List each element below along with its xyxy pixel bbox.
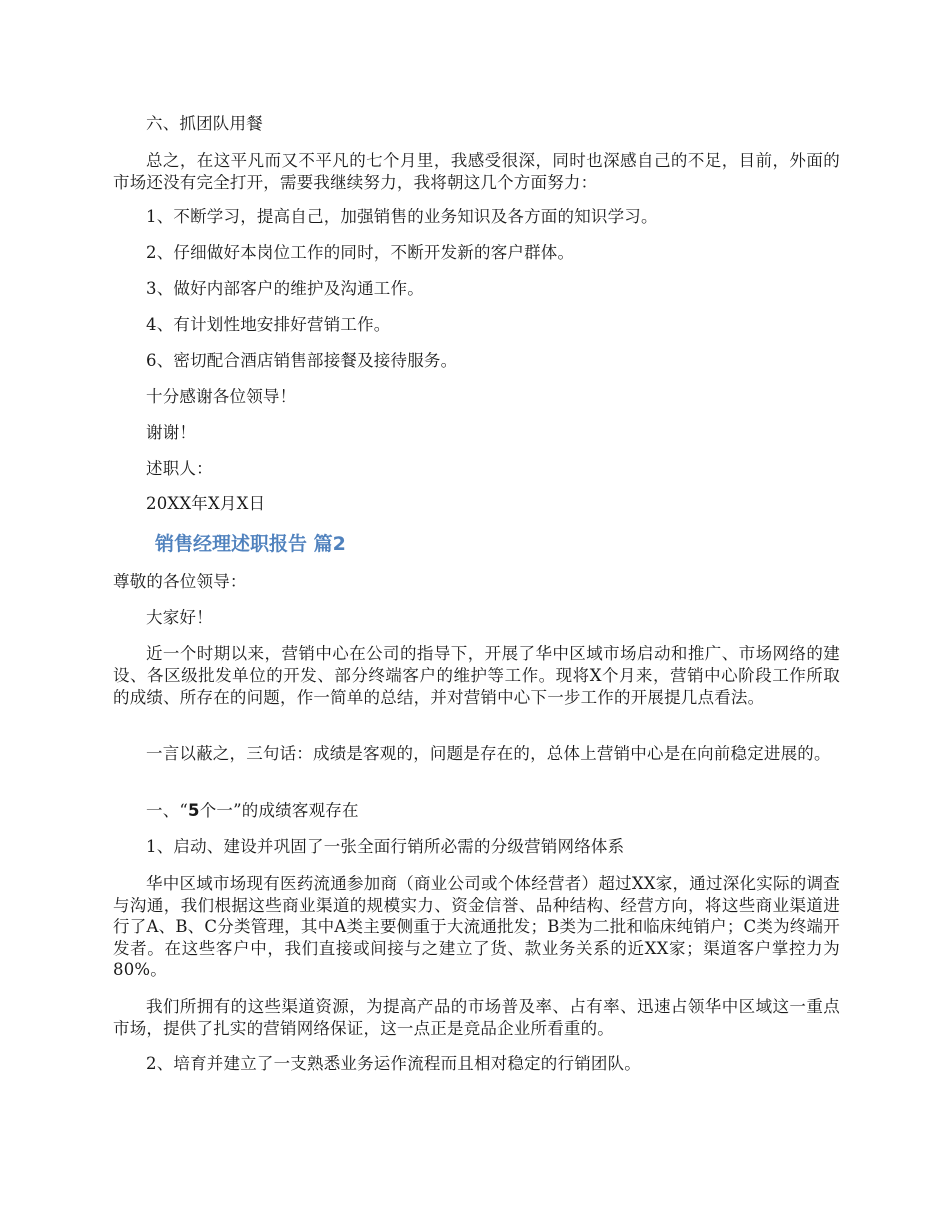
- list-item-6: 6、密切配合酒店销售部接餐及接待服务。: [146, 351, 458, 370]
- subheading-suffix: 个一”的成绩客观存在: [199, 801, 359, 820]
- list-item-4: 4、有计划性地安排好营销工作。: [146, 315, 391, 334]
- item-team: 2、培育并建立了一支熟悉业务运作流程而且相对稳定的行销团队。: [146, 1054, 641, 1073]
- date-line: 20XX年X月X日: [146, 494, 266, 513]
- salutation: 尊敬的各位领导：: [113, 572, 247, 591]
- item-network: 1、启动、建设并巩固了一张全面行销所必需的分级营销网络体系: [146, 837, 625, 856]
- thanks-line: 十分感谢各位领导！: [146, 387, 297, 406]
- reporter-label: 述职人：: [146, 459, 213, 478]
- list-item-3: 3、做好内部客户的维护及沟通工作。: [146, 279, 424, 298]
- paragraph-intro: 近一个时期以来，营销中心在公司的指导下，开展了华中区域市场启动和推广、市场网络的建设、各区级批发单位的开发、部分终端客户的维护等工作。现将X个月来，营销中心阶段工作所取的成绩、所存在的问题，作一简单的总结，并对营销中心下一步工作的开展提几点看法。: [113, 644, 840, 707]
- section-heading: 销售经理述职报告 篇2: [155, 533, 346, 555]
- paragraph-three-sentences: 一言以蔽之，三句话：成绩是客观的，问题是存在的，总体上营销中心是在向前稳定进展的。: [146, 744, 831, 763]
- paragraph-summary: 总之，在这平凡而又不平凡的七个月里，我感受很深，同时也深感自己的不足，目前，外面的市场还没有完全打开，需要我继续努力，我将朝这几个方面努力：: [113, 151, 840, 192]
- subheading-number: 5: [188, 801, 200, 820]
- paragraph-resources: 我们所拥有的这些渠道资源，为提高产品的市场普及率、占有率、迅速占领华中区域这一重点市场，提供了扎实的营销网络保证，这一点正是竞品企业所看重的。: [113, 997, 840, 1038]
- paragraph-channels: 华中区域市场现有医药流通参加商（商业公司或个体经营者）超过XX家，通过深化实际的调查与沟通，我们根据这些商业渠道的规模实力、资金信誉、品种结构、经营方向，将这些商业渠道进行了A、B、C分类管理，其中A类主要侧重于大流通批发；B类为二批和临床纯销户；C类为终端开发者。在这些客户中，我们直接或间接与之建立了货、款业务关系的近XX家；渠道客户掌控力为80%。: [113, 874, 840, 979]
- greeting: 大家好！: [146, 608, 213, 627]
- thank-you-line: 谢谢！: [146, 423, 197, 442]
- list-item-1: 1、不断学习，提高自己，加强销售的业务知识及各方面的知识学习。: [146, 207, 658, 226]
- list-item-2: 2、仔细做好本岗位工作的同时，不断开发新的客户群体。: [146, 243, 575, 262]
- paragraph-team-meal: 六、抓团队用餐: [146, 114, 263, 133]
- subheading-achievements: [113, 801, 840, 821]
- subheading-prefix: 一、“: [146, 801, 189, 820]
